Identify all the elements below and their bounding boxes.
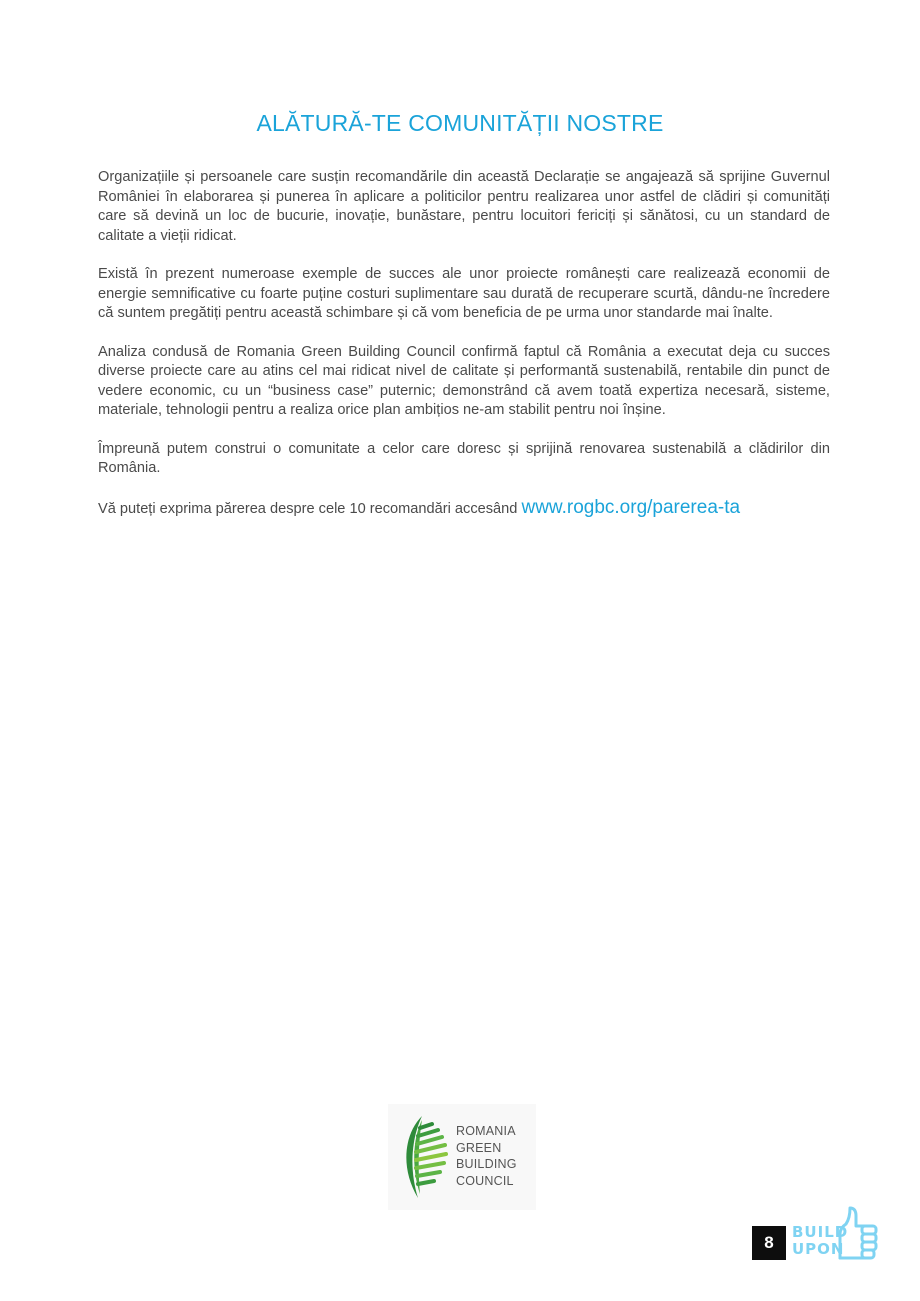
- paragraph-4: Împreună putem construi o comunitate a celor care doresc și sprijină renovarea sustenabilă a clădirilor din România.: [98, 440, 830, 476]
- thumbs-up-icon: [836, 1204, 880, 1264]
- cta-text: Vă puteți exprima părerea despre cele 10 recomandări accesând: [98, 500, 522, 517]
- paragraph-2: Există în prezent numeroase exemple de succes ale unor proiecte românești care realizează economii de energie semnificative cu foarte puține costuri suplimentare sau durată de recuperare scurtă, dându-ne încredere că suntem pregătiți pentru această schimbare și că vom beneficia de pe urma unor standarde mai înalte.: [98, 266, 830, 321]
- brand-line-1: BUILD: [792, 1223, 849, 1241]
- rogbc-logo: [388, 1104, 536, 1210]
- leaf-icon: [398, 1112, 450, 1202]
- paragraph-1: Organizațiile și persoanele care susțin recomandările din această Declarație se angajează să sprijine Guvernul României în elaborarea și punerea în aplicare a politicilor pentru realizarea unor astfel de clădiri și comunități care să devină un loc de bucurie, inovație, bunăstare, pentru locuitori fericiți și sănătosi, cu un standard de calitate a vieții ridicat.: [98, 169, 830, 244]
- logo-line: ROMANIA: [456, 1124, 516, 1138]
- page-title: ALĂTURĂ-TE COMUNITĂȚII NOSTRE: [256, 110, 664, 136]
- logo-text: [456, 1123, 517, 1189]
- logo-line: COUNCIL: [456, 1173, 514, 1188]
- paragraph-3: Analiza condusă de Romania Green Building Council confirmă faptul că România a executat deja cu succes diverse proiecte care au atins cel mai ridicat nivel de calitate și performantă sustenabilă, rentabile din punct de vedere economic, cu un “business case” puternic; demonstrând că avem toată expertiza necesară, sisteme, materiale, tehnologii pentru a realiza orice plan ambițios ne-am stabilit pentru noi înșine.: [98, 343, 830, 418]
- cta-paragraph: [98, 498, 830, 520]
- feedback-link[interactable]: www.rogbc.org/parerea-ta: [521, 496, 741, 518]
- body-content: [98, 168, 830, 538]
- brand-line-2: UPON: [792, 1240, 845, 1258]
- logo-line: BUILDING: [456, 1157, 517, 1171]
- logo-line: GREEN: [456, 1140, 502, 1155]
- page-number: 8: [752, 1226, 786, 1260]
